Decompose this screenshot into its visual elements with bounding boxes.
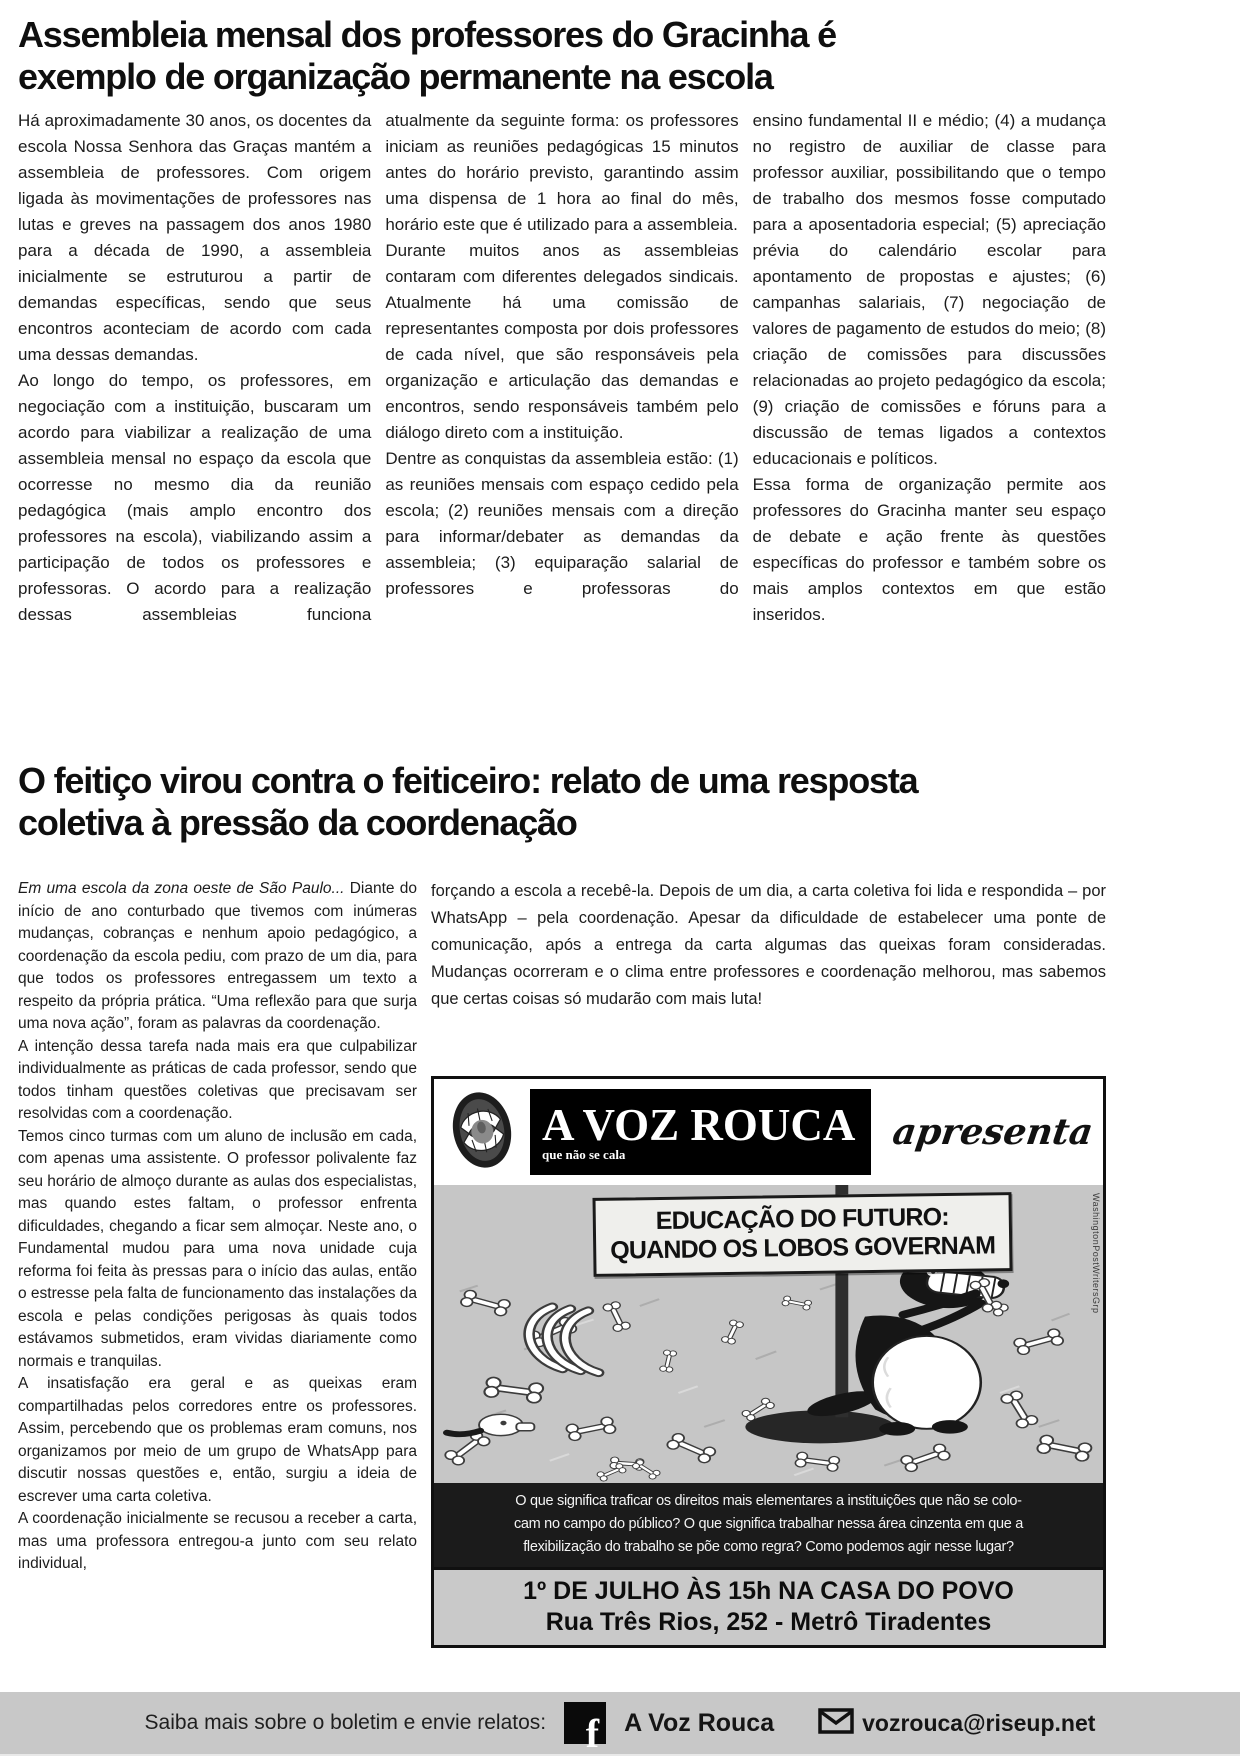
footer-text: Saiba mais sobre o boletim e envie relatos:: [144, 1711, 547, 1734]
paragraph: Durante muitos anos as assembleias contaram com diferentes delegados sindicais. Atualmente há uma comissão de representantes composta por dois professores de cada nível, que são responsáveis pela organização e articulação das demandas e encontros, sendo responsáveis também pelo diálogo direto com a instituição.: [385, 241, 739, 442]
logo-title: A VOZ ROUCA: [542, 1100, 856, 1150]
article1-headline: [18, 14, 1106, 98]
paragraph: Dentre as conquistas da assembleia estão: (1) as reuniões mensais com espaço cedido pela escola; (2) reuniões mensais com a direção para informar/debater as demandas da assembleia; (3) equiparação salarial de professores e professoras do: [385, 449, 739, 598]
voz-rouca-logo: [530, 1089, 871, 1175]
facebook-icon: [564, 1702, 606, 1756]
article2-headline-line1: O feitiço virou contra o feiticeiro: relato de uma resposta: [18, 760, 918, 801]
article1-column-3: [753, 108, 1106, 664]
event-address: Rua Três Rios, 252 - Metrô Tiradentes: [545, 1608, 992, 1636]
email-address: vozrouca@riseup.net: [862, 1709, 1096, 1736]
wolf-cartoon: [434, 1185, 1103, 1483]
mouth-icon: [444, 1087, 520, 1178]
flyer-caption: [434, 1483, 1103, 1567]
cartoon-sign-line1: EDUCAÇÃO DO FUTURO:: [655, 1202, 949, 1236]
paragraph: ensino fundamental II e médio; (4) a mudança no registro de auxiliar de classe para professor auxiliar, possibilitando que o tempo de trabalho dos mesmos fosse computado para a aposentadoria especial; (5) apreciação prévia do calendário escolar para apontamento de propostas e ajustes; (6) campanhas salariais, (7) negociação de valores de pagamento de estudos do meio; (8) criação de comissões para discussões relacionadas ao projeto pedagógico da escola; (9) criação de comissões e fóruns para a discussão de temas ligados a contextos educacionais e políticos.: [752, 111, 1106, 468]
article1-headline-line1: Assembleia mensal dos professores do Gracinha é: [18, 14, 836, 55]
article1-column-1: [18, 108, 371, 664]
footer-bar: [0, 1692, 1240, 1754]
lead-in-rest: Diante do início de ano conturbado que tivemos com inúmeras mudanças, cobranças e nenhum apoio pedagógico, a coordenação da escola pediu, com prazo de um dia, para que todos os professores entregassem um texto a respeito da própria prática. “Uma reflexão para que surja uma nova ação”, foram as palavras da coordenação.: [18, 880, 418, 1032]
paragraph: A insatisfação era geral e as queixas eram compartilhadas pelos corredores entre os professores. Assim, percebendo que os problemas eram comuns, nos organizamos por meio de um grupo de WhatsApp para discutir nossas questões e, então, surgiu a ideia de escrever uma carta coletiva.: [18, 1375, 418, 1505]
presents-text: apresenta: [890, 1111, 1096, 1153]
lead-in-italic: Em uma escola da zona oeste de São Paulo...: [18, 880, 345, 897]
voz-rouca-masthead: [434, 1079, 1103, 1185]
article2-body: [18, 878, 1106, 1653]
cartoon-sign: [592, 1192, 1012, 1277]
paragraph: Essa forma de organização permite aos professores do Gracinha manter seu espaço de debate e ação frente às questões específicas do professor e também sobre os mais amplos contextos em que estão inseridos.: [752, 475, 1106, 624]
article1-headline-line2: exemplo de organização permanente na escola: [18, 56, 773, 97]
cartoon-sign-line2: QUANDO OS LOBOS GOVERNAM: [609, 1231, 995, 1265]
article2-right-column: [431, 878, 1106, 1653]
paragraph: Há aproximadamente 30 anos, os docentes da escola Nossa Senhora das Graças mantém a assembleia de professores. Com origem ligada às movimentações de professores nas lutas e greves na passagem dos anos 1980 para a década de 1990, a assembleia inicialmente se estruturou a partir de demandas específicas, sendo que seus encontros aconteciam de acordo com cada uma dessas demandas.: [18, 111, 372, 364]
article2-headline: [18, 760, 1106, 844]
paragraph: atualmente da seguinte forma: os professores iniciam as reuniões pedagógicas 15 minutos antes do horário previsto, garantindo assim uma dispensa de 1 hora ao final do mês, horário este que é utilizado para a assembleia.: [385, 111, 739, 234]
caption-line: flexibilização do trabalho se põe como regra? Como podemos agir nesse lugar?: [523, 1539, 1014, 1555]
article1-column-2: [385, 108, 738, 664]
cartoon-attribution: WashingtonPostWritersGrp: [1091, 1193, 1101, 1314]
paragraph: Temos cinco turmas com um aluno de inclusão em cada, com apenas uma assistente. O professor polivalente faz seu horário de almoço durante as aulas dos especialistas, mas quando estes faltam, o professor enfrenta dificuldades, chegando a ficar sem almoçar. Neste ano, o Fundamental mudou para uma nova unidade cuja reforma foi feita às pressas para o início das aulas, então o estresse pela falta de funcionamento das instalações da escola e pelas condições perigosas às quais todos estávamos submetidos, eram vividas diariamente como normais e tranquilas.: [18, 1127, 418, 1370]
event-flyer: [431, 1076, 1106, 1648]
article2-left-column: [18, 878, 418, 1572]
facebook-glyph: f: [585, 1711, 600, 1756]
article1-body: [18, 108, 1106, 664]
caption-line: cam no campo do público? O que significa trabalhar nessa área cinzenta em que a: [513, 1516, 1024, 1532]
article2-headline-line2: coletiva à pressão da coordenação: [18, 802, 577, 843]
event-datetime: 1º DE JULHO ÀS 15h NA CASA DO POVO: [523, 1577, 1014, 1605]
paragraph: Ao longo do tempo, os professores, em negociação com a instituição, buscaram um acordo para viabilizar a realização de uma assembleia mensal no espaço da escola que ocorresse no mesmo dia da reunião pedagógica (mais amplo encontro dos professores na escola), viabilizando assim a participação de todos os professores e professoras. O acordo para a realização dessas assembleias funciona: [18, 371, 372, 624]
facebook-page-name: A Voz Rouca: [624, 1708, 775, 1737]
envelope-icon: [818, 1707, 854, 1740]
email-contact: [818, 1707, 1095, 1740]
paragraph: A coordenação inicialmente se recusou a receber a carta, mas uma professora entregou-a junto com seu relato individual,: [18, 1510, 418, 1572]
logo-tagline: que não se cala: [542, 1147, 626, 1162]
event-banner: [434, 1567, 1103, 1645]
paragraph: forçando a escola a recebê-la. Depois de um dia, a carta coletiva foi lida e respondida – por WhatsApp – pela coordenação. Apesar da dificuldade de estabelecer uma ponte de comunicação, após a entrega da carta algumas das queixas foram consideradas. Mudanças ocorreram e o clima entre professores e coordenação melhorou, mas sabemos que certas coisas só mudarão com mais luta!: [431, 882, 1106, 1008]
paragraph: [18, 878, 417, 1036]
paragraph: A intenção dessa tarefa nada mais era que culpabilizar individualmente as práticas de cada professor, sendo que todos tinham questões coletivas que precisavam ser resolvidas com a coordenação.: [18, 1037, 418, 1122]
caption-line: O que significa traficar os direitos mais elementares a instituições que não se colo-: [515, 1493, 1022, 1509]
